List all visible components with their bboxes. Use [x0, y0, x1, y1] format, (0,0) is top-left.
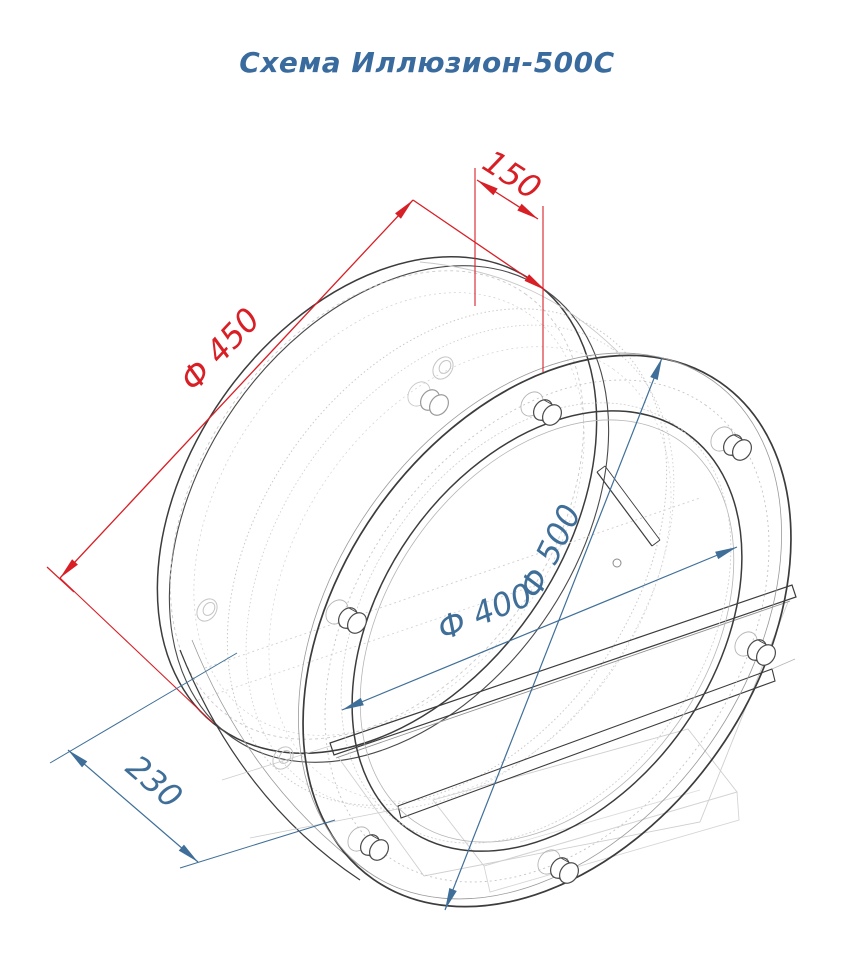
dim-label-150: 150	[476, 142, 548, 208]
glass-pane	[338, 602, 788, 876]
burner-rail-bottom-ext	[772, 659, 795, 669]
page-title: Схема Иллюзион-500С	[239, 46, 615, 79]
ghost-bolt-holes	[193, 353, 458, 773]
pivot-bracket	[597, 466, 660, 567]
back-rim-inner	[85, 193, 669, 818]
dim-450-end-tick	[47, 567, 74, 592]
dim-450-leader-top	[413, 200, 545, 290]
back-rim-outer	[66, 174, 687, 837]
dim-label-400: Ф 400	[431, 575, 538, 649]
dim-label-450: Ф 450	[172, 300, 268, 399]
ghost-hole	[429, 353, 458, 383]
dim-230-ext-bottom	[180, 820, 335, 868]
dim-450	[47, 200, 545, 723]
bolt	[533, 846, 582, 887]
back-rim-outer-2	[78, 183, 699, 846]
dim-label-500: Ф 500	[511, 498, 589, 604]
front-opening-lip	[283, 349, 811, 913]
burner-rail-top-shadow	[336, 601, 790, 758]
dim-label-230: 230	[118, 747, 190, 817]
dim-450-line	[60, 200, 413, 578]
ghost-hole	[193, 595, 222, 625]
back-flange-rings	[66, 174, 699, 846]
glass-burner-assembly	[222, 585, 796, 876]
dim-450-leader-bottom	[60, 578, 213, 723]
bolt-circle-dotted	[233, 296, 854, 966]
bolt	[403, 378, 452, 419]
bolt	[516, 388, 565, 429]
burner-rail-bottom	[398, 669, 775, 818]
